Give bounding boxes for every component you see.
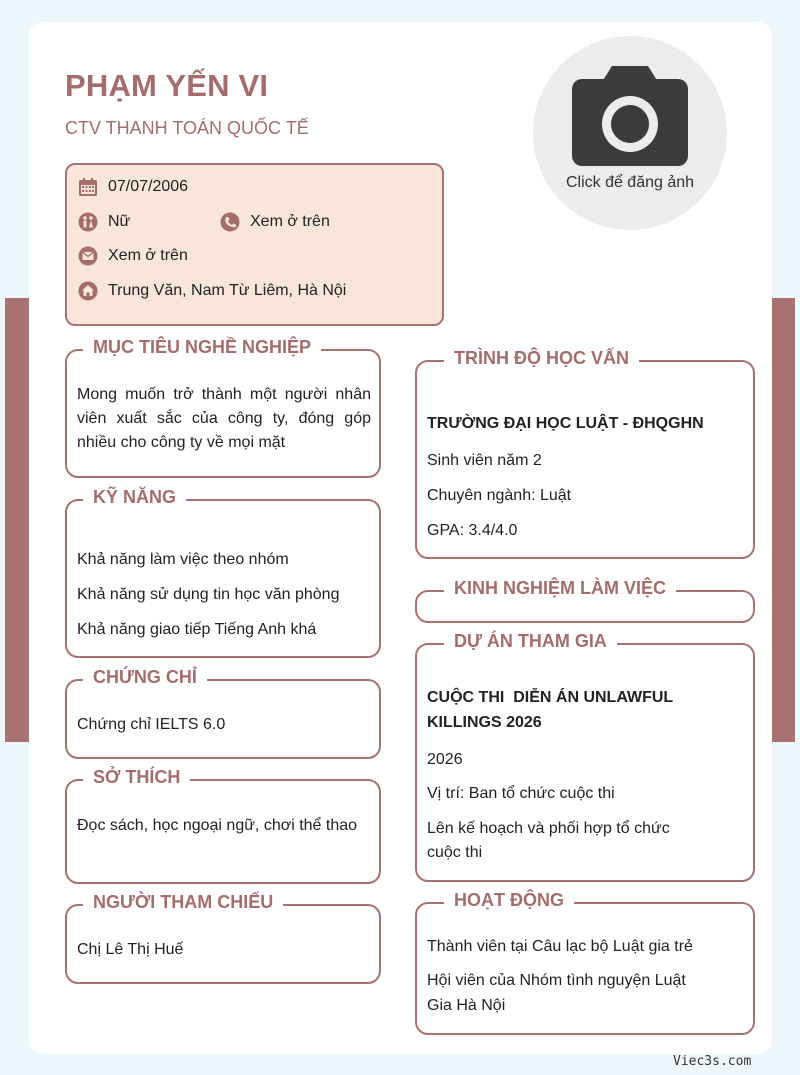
project-desc-cont[interactable]: cuộc thi xyxy=(427,844,483,861)
education-major[interactable]: Chuyên ngành: Luật xyxy=(427,487,572,504)
activity-item-cont[interactable]: Gia Hà Nội xyxy=(427,997,506,1014)
job-title[interactable]: CTV THANH TOÁN QUỐC TẾ xyxy=(65,118,309,138)
right-decor-band xyxy=(771,298,795,742)
candidate-name[interactable]: PHẠM YẾN VI xyxy=(65,68,269,103)
references-section xyxy=(65,892,381,984)
email-value[interactable]: Xem ở trên xyxy=(108,247,188,264)
phone-value[interactable]: Xem ở trên xyxy=(250,213,330,230)
objective-heading: MỤC TIÊU NGHỀ NGHIỆP xyxy=(83,337,321,358)
email-icon xyxy=(77,245,99,267)
activities-section xyxy=(415,890,755,1035)
hobbies-section xyxy=(65,767,381,884)
gender-value[interactable]: Nữ xyxy=(108,213,131,230)
watermark: Viec3s.com xyxy=(673,1054,752,1069)
experience-section xyxy=(415,578,755,623)
references-heading: NGƯỜI THAM CHIẾU xyxy=(83,892,283,913)
home-icon xyxy=(77,280,99,302)
project-desc[interactable]: Lên kế hoạch và phối hợp tổ chức xyxy=(427,820,670,837)
projects-heading: DỰ ÁN THAM GIA xyxy=(444,631,617,652)
reference-text[interactable]: Chị Lê Thị Huế xyxy=(77,941,184,958)
photo-caption: Click để đăng ảnh xyxy=(565,174,695,191)
phone-icon xyxy=(219,211,241,233)
education-heading: TRÌNH ĐỘ HỌC VẤN xyxy=(444,348,639,369)
education-section xyxy=(415,348,755,559)
activities-heading: HOẠT ĐỘNG xyxy=(444,890,574,911)
project-role[interactable]: Vị trí: Ban tổ chức cuộc thi xyxy=(427,785,615,802)
project-name[interactable]: CUỘC THI DIỄN ÁN UNLAWFUL xyxy=(427,689,674,706)
skill-item[interactable]: Khả năng làm việc theo nhóm xyxy=(77,551,289,568)
photo-upload[interactable] xyxy=(533,36,727,230)
gender-icon xyxy=(77,211,99,233)
address-value[interactable]: Trung Văn, Nam Từ Liêm, Hà Nội xyxy=(108,282,347,299)
certificates-heading: CHỨNG CHỈ xyxy=(83,667,207,688)
school-name[interactable]: TRƯỜNG ĐẠI HỌC LUẬT - ĐHQGHN xyxy=(427,415,704,432)
camera-icon xyxy=(572,66,688,166)
certificate-item[interactable]: Chứng chỉ IELTS 6.0 xyxy=(77,716,226,733)
education-year[interactable]: Sinh viên năm 2 xyxy=(427,452,542,469)
activity-item[interactable]: Thành viên tại Câu lạc bộ Luật gia trẻ xyxy=(427,938,693,955)
skill-item[interactable]: Khả năng giao tiếp Tiếng Anh khá xyxy=(77,621,317,638)
projects-section xyxy=(415,631,755,882)
personal-info-box xyxy=(65,163,444,326)
hobbies-text[interactable]: Đọc sách, học ngoại ngữ, chơi thể thao xyxy=(77,817,358,834)
left-decor-band xyxy=(5,298,31,742)
project-name-cont[interactable]: KILLINGS 2026 xyxy=(427,714,542,731)
calendar-icon xyxy=(77,176,99,198)
objective-section xyxy=(65,337,381,478)
skill-item[interactable]: Khả năng sử dụng tin học văn phòng xyxy=(77,586,340,603)
skills-heading: KỸ NĂNG xyxy=(83,487,186,508)
hobbies-heading: SỞ THÍCH xyxy=(83,767,190,788)
skills-section xyxy=(65,487,381,658)
experience-heading: KINH NGHIỆM LÀM VIỆC xyxy=(444,578,676,599)
certificates-section xyxy=(65,667,381,759)
project-year[interactable]: 2026 xyxy=(427,751,463,768)
activity-item[interactable]: Hội viên của Nhóm tình nguyện Luật xyxy=(427,972,686,989)
dob-value[interactable]: 07/07/2006 xyxy=(108,178,189,195)
education-gpa[interactable]: GPA: 3.4/4.0 xyxy=(427,522,518,539)
objective-text[interactable]: Mong muốn trở thành một người nhân viên xuất sắc của công ty, đóng góp nhiều cho công ty về mọi mặt xyxy=(77,386,371,451)
